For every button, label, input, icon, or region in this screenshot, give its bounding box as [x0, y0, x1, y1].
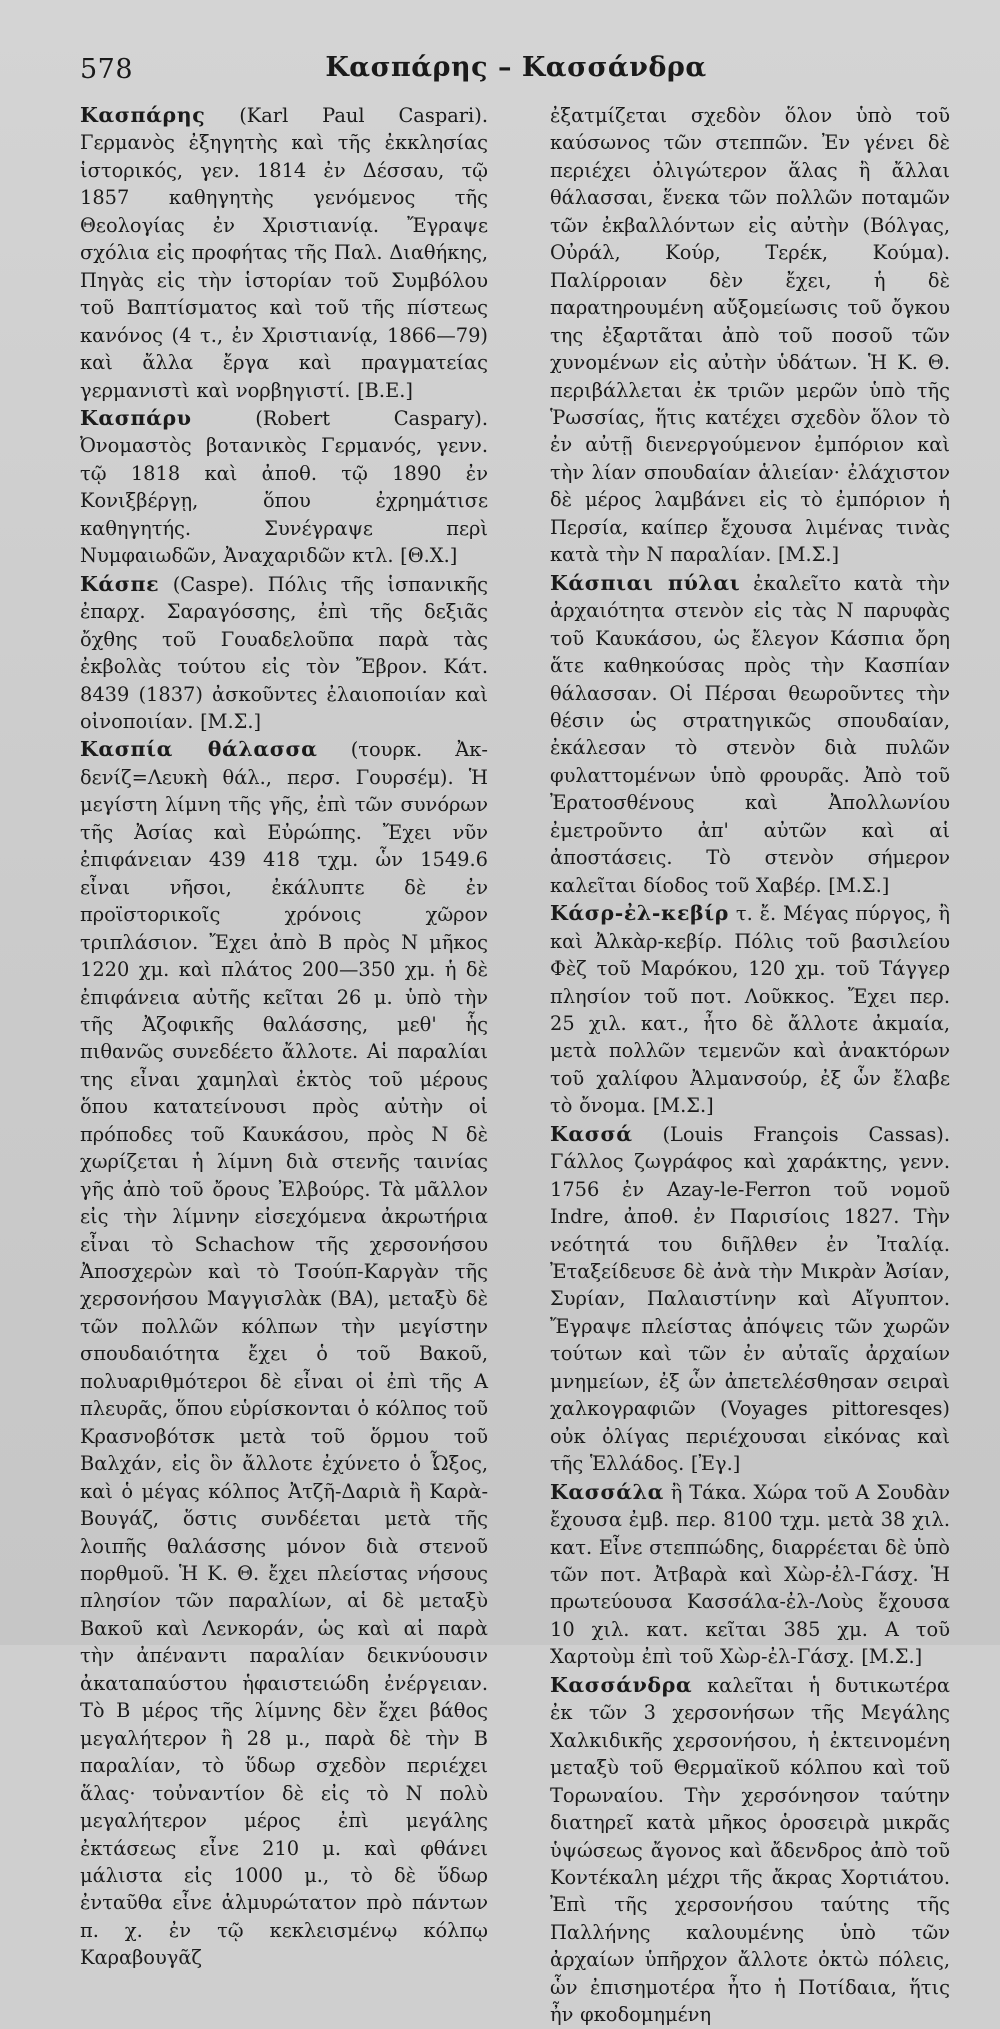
entry-headword: Κάσρ-ἐλ-κεβίρ — [550, 901, 729, 926]
entry-headword: Κασσάνδρα — [550, 1672, 693, 1697]
page-number: 578 — [80, 54, 134, 85]
right-column — [550, 102, 950, 2027]
entry-headword: Κασσά — [550, 1121, 633, 1146]
entry-kaspary — [80, 405, 488, 570]
entry-text: (Louis François Cassas). Γάλλος ζωγράφος καὶ χαράκτης, γενν. 1756 ἐν Azay-le-Ferron τοῦ νομοῦ Indre, ἀποθ. ἐν Παρισίοις 1827. Τὴν νεότητά του διῆλθεν ἐν Ἰταλίᾳ. Ἐταξείδευσε δὲ ἀνὰ τὴν Μικρὰν Ἀσίαν, Συρίαν, Παλαιστίνην καὶ Αἴγυπτον. Ἔγραψε πλείστας ἀπόψεις τῶν χωρῶν τούτων καὶ τῶν ἐν αὐταῖς ἀρχαίων μνημείων, ἐξ ὧν ἀπετελέσθησαν σειραὶ χαλκογραφιῶν (Voyages pittoresqes) οὐκ ὀλίγας περιέχουσαι εἰκόνας καὶ τῆς Ἑλλάδος. [Ἐγ.] — [550, 1122, 950, 1476]
entry-headword: Κάσπε — [80, 571, 160, 596]
running-head: Κασπάρης – Κασσάνδρα — [325, 52, 707, 83]
entry-kassandra — [550, 1672, 950, 2029]
entry-headword: Κάσπιαι πύλαι — [550, 570, 741, 595]
entry-kassala — [550, 1479, 950, 1671]
entry-text: (Caspe). Πόλις τῆς ἱσπανικῆς ἐπαρχ. Σαραγόσσης, ἐπὶ τῆς δεξιᾶς ὄχθης τοῦ Γουαδελοῦπα παρὰ τὰς ἐκβολὰς τούτου εἰς τὸν Ἔβρον. Κάτ. 8439 (1837) ἀσκοῦντες ἐλαιοποιίαν καὶ οἰνοποιίαν. [Μ.Σ.] — [80, 572, 488, 733]
entry-text: ἐξατμίζεται σχεδὸν ὅλον ὑπὸ τοῦ καύσωνος τῶν στεππῶν. Ἐν γένει δὲ περιέχει ὀλιγώτερον ἅλας ἢ ἄλλαι θάλασσαι, ἕνεκα τῶν πολλῶν ποταμῶν τῶν ἐκβαλλόντων εἰς αὐτὴν (Βόλγας, Οὐράλ, Κούρ, Τερέκ, Κούμα). Παλίρροιαν δὲν ἔχει, ἡ δὲ παρατηρουμένη αὔξομείωσις τοῦ ὄγκου της ἐξαρτᾶται ἀπὸ τοῦ ποσοῦ τῶν χυνομένων εἰς αὐτὴν ὑδάτων. Ἡ Κ. Θ. περιβάλλεται ἐκ τριῶν μερῶν ὑπὸ τῆς Ῥωσσίας, ἥτις κατέχει σχεδὸν ὅλον τὸ ἐν αὐτῇ διενεργούμενον ἐμπόριον καὶ τὴν λίαν σπουδαίαν ἁλιείαν· ἐλάχιστον δὲ μέρος λαμβάνει εἰς τὸ ἐμπόριον ἡ Περσία, καίπερ ἔχουσα λιμένας τινὰς κατὰ τὴν Ν παραλίαν. [Μ.Σ.] — [550, 104, 950, 567]
entry-text: (Robert Caspary). Ὀνομαστὸς βοτανικὸς Γερμανός, γενν. τῷ 1818 καὶ ἀποθ. τῷ 1890 ἐν Κονιξβέργῃ, ὅπου ἐχρημάτισε καθηγητής. Συνέγραψε περὶ Νυμφαιωδῶν, Ἀναχαριδῶν κτλ. [Θ.Χ.] — [80, 406, 488, 568]
entry-headword: Κασπάρυ — [80, 405, 192, 430]
entry-headword: Κασσάλα — [550, 1479, 664, 1504]
entry-text: καλεῖται ἡ δυτικωτέρα ἐκ τῶν 3 χερσονήσων τῆς Μεγάλης Χαλκιδικῆς χερσονήσου, ἡ ἐκτεινομένη μεταξὺ τοῦ Θερμαϊκοῦ κόλπου καὶ τοῦ Τορωναίου. Τὴν χερσόνησον ταύτην διατηρεῖ κατὰ μῆκος ὁροσειρὰ μικρᾶς ὑψώσεως ἄγονος καὶ ἄδενδρος ἀπὸ τοῦ Κοντέκαλη μέχρι τῆς ἄκρας Χορτιάτου. Ἐπὶ τῆς χερσονήσου ταύτης τῆς Παλλήνης καλουμένης ὑπὸ τῶν ἀρχαίων ὑπῆρχον ἄλλοτε ὀκτὼ πόλεις, ὧν ἐπισημοτέρα ἦτο ἡ Ποτίδαια, ἥτις ἦν φκοδομημένη — [550, 1673, 950, 2027]
page-header — [72, 52, 960, 92]
entry-text: (τουρκ. Ἀκ-δενίζ=Λευκὴ θάλ., περσ. Γουρσέμ). Ἡ μεγίστη λίμνη τῆς γῆς, ἐπὶ τῶν συνόρων τῆς Ἀσίας καὶ Εὐρώπης. Ἔχει νῦν ἐπιφάνειαν 439 418 τχμ. ὧν 1549.6 εἶναι νῆσοι, ἐκάλυπτε δὲ ἐν προϊστορικοῖς χρόνοις χῶρον τριπλάσιον. Ἔχει ἀπὸ Β πρὸς Ν μῆκος 1220 χμ. καὶ πλάτος 200—350 χμ. ἡ δὲ ἐπιφάνεια αὐτῆς κεῖται 26 μ. ὑπὸ τὴν τῆς Ἀζοφικῆς θαλάσσης, μεθ' ἧς πιθανῶς συνεδέετο ἄλλοτε. Αἱ παραλίαι της εἶναι χαμηλαὶ ἐκτὸς τοῦ μέρους ὅπου κατατείνουσι πρὸς αὐτὴν οἱ πρόποδες τοῦ Καυκάσου, πρὸς Ν δὲ χωρίζεται ἡ λίμνη διὰ στενῆς ταινίας γῆς ἀπὸ τοῦ ὄρους Ἐλβούρς. Τὰ μᾶλλον εἰς τὴν λίμνην εἰσεχόμενα ἀκρωτήρια εἶναι τὸ Schachow τῆς χερσονήσου Ἀποσχερὼν καὶ τὸ Τσούπ-Καργὰν τῆς χερσονήσου Μαγγισλὰκ (ΒΑ), μεταξὺ δὲ τῶν πολλῶν κόλπων τὴν μεγίστην σπουδαιότητα ἔχει ὁ τοῦ Βακοῦ, πολυαριθμότεροι δὲ εἶναι οἱ ἐπὶ τῆς Α πλευρᾶς, ὅπου εὑρίσκονται ὁ κόλπος τοῦ Κρασνοβότσκ μετὰ τοῦ ὅρμου τοῦ Βαλχάν, εἰς ὃν ἄλλοτε ἐχύνετο ὁ Ὦξος, καὶ ὁ μέγας κόλπος Ἀτζῆ-Δαριὰ ἢ Καρὰ-Βουγάζ, ὅστις συνδέεται μετὰ τῆς λοιπῆς θαλάσσης μόνον διὰ στενοῦ πορθμοῦ. Ἡ Κ. Θ. ἔχει πλείστας νήσους πλησίον τῶν παραλίων, αἱ δὲ μεταξὺ Βακοῦ καὶ Λενκοράν, ὡς καὶ αἱ παρὰ τὴν ἀπέναντι παραλίαν δεικνύουσιν ἀκαταπαύστου ἡφαιστειώδη ἐνέργειαν. Τὸ Β μέρος τῆς λίμνης δὲν ἔχει βάθος μεγαλήτερον ἢ 28 μ., παρὰ δὲ τὴν Β παραλίαν, τὸ ὕδωρ σχεδὸν περιέχει ἅλας· τοὐναντίον δὲ εἰς τὸ Ν πολὺ μεγαλήτερον μέρος ἐπὶ μεγάλης ἐκτάσεως εἶνε 210 μ. καὶ φθάνει μάλιστα εἰς 1000 μ., τὸ δὲ ὕδωρ ἐνταῦθα εἶνε ἁλμυρώτατον πρὸ πάντων π. χ. ἐν τῷ κεκλεισμένῳ κόλπῳ Καραβουγᾶζ — [80, 738, 488, 1970]
left-column — [80, 102, 488, 1970]
entry-kaspia-thalassa — [80, 736, 488, 1971]
entry-kasr-el-kebir — [550, 900, 950, 1120]
entry-headword: Κασπάρης — [80, 103, 206, 127]
entry-kaspe — [80, 571, 488, 736]
text-columns — [80, 102, 960, 2027]
entry-kaspiai-pylai — [550, 570, 950, 899]
entry-kassa — [550, 1121, 950, 1478]
entry-text: ἐκαλεῖτο κατὰ τὴν ἀρχαιότητα στενὸν εἰς τὰς Ν παρυφὰς τοῦ Καυκάσου, ὡς ἔλεγον Κάσπια ὄρη ἅτε καθηκούσας πρὸς τὴν Κασπίαν θάλασσαν. Οἱ Πέρσαι θεωροῦντες τὴν θέσιν ὡς στρατηγικῶς σπουδαίαν, ἐκάλεσαν τὸ στενὸν διὰ πυλῶν φυλαττομένων ὑπὸ φρουρᾶς. Ἀπὸ τοῦ Ἐρατοσθένους καὶ Ἀπολλωνίου ἐμετροῦντο ἀπ' αὐτῶν καὶ αἱ ἀποστάσεις. Τὸ στενὸν σήμερον καλεῖται δίοδος τοῦ Χαβέρ. [Μ.Σ.] — [550, 571, 950, 897]
entry-continuation — [550, 102, 950, 569]
entry-text: ἢ Τάκα. Χώρα τοῦ Α Σουδὰν ἔχουσα ἐμβ. περ. 8100 τχμ. μετὰ 38 χιλ. κατ. Εἶνε στεππώδης, διαρρέεται δὲ ὑπὸ τῶν ποτ. Ἀτβαρὰ καὶ Χὼρ-ἐλ-Γάσχ. Ἡ πρωτεύουσα Κασσάλα-ἐλ-Λοὺς ἔχουσα 10 χιλ. κατ. κεῖται 385 χμ. Α τοῦ Χαρτοὺμ ἐπὶ τοῦ Χὼρ-ἐλ-Γάσχ. [Μ.Σ.] — [550, 1480, 950, 1669]
entry-headword: Κασπία θάλασσα — [80, 737, 318, 762]
entry-text: τ. ἔ. Μέγας πύργος, ἢ καὶ Ἀλκὰρ-κεβίρ. Πόλις τοῦ βασιλείου Φὲζ τοῦ Μαρόκου, 120 χμ. τοῦ Τάγγερ πλησίον τοῦ ποτ. Λοῦκκος. Ἔχει περ. 25 χιλ. κατ., ἦτο δὲ ἄλλοτε ἀκμαία, μετὰ πολλῶν τεμενῶν καὶ ἀνακτόρων τοῦ χαλίφου Ἀλμανσούρ, ἐξ ὧν ἔλαβε τὸ ὄνομα. [Μ.Σ.] — [550, 902, 950, 1118]
entry-text: (Karl Paul Caspari). Γερμανὸς ἐξηγητὴς καὶ τῆς ἐκκλησίας ἱστορικός, γεν. 1814 ἐν Δέσσαυ, τῷ 1857 καθηγητὴς γενόμενος τῆς Θεολογίας ἐν Χριστιανίᾳ. Ἔγραψε σχόλια εἰς προφήτας τῆς Παλ. Διαθήκης, Πηγὰς εἰς τὴν ἱστορίαν τοῦ Συμβόλου τοῦ Βαπτίσματος καὶ τοῦ τῆς πίστεως κανόνος (4 τ., ἐν Χριστιανίᾳ, 1866—79) καὶ ἄλλα ἔργα καὶ πραγματείας γερμανιστὶ καὶ νορβηγιστί. [Β.Ε.] — [80, 104, 488, 402]
entry-kasparis — [80, 102, 488, 404]
